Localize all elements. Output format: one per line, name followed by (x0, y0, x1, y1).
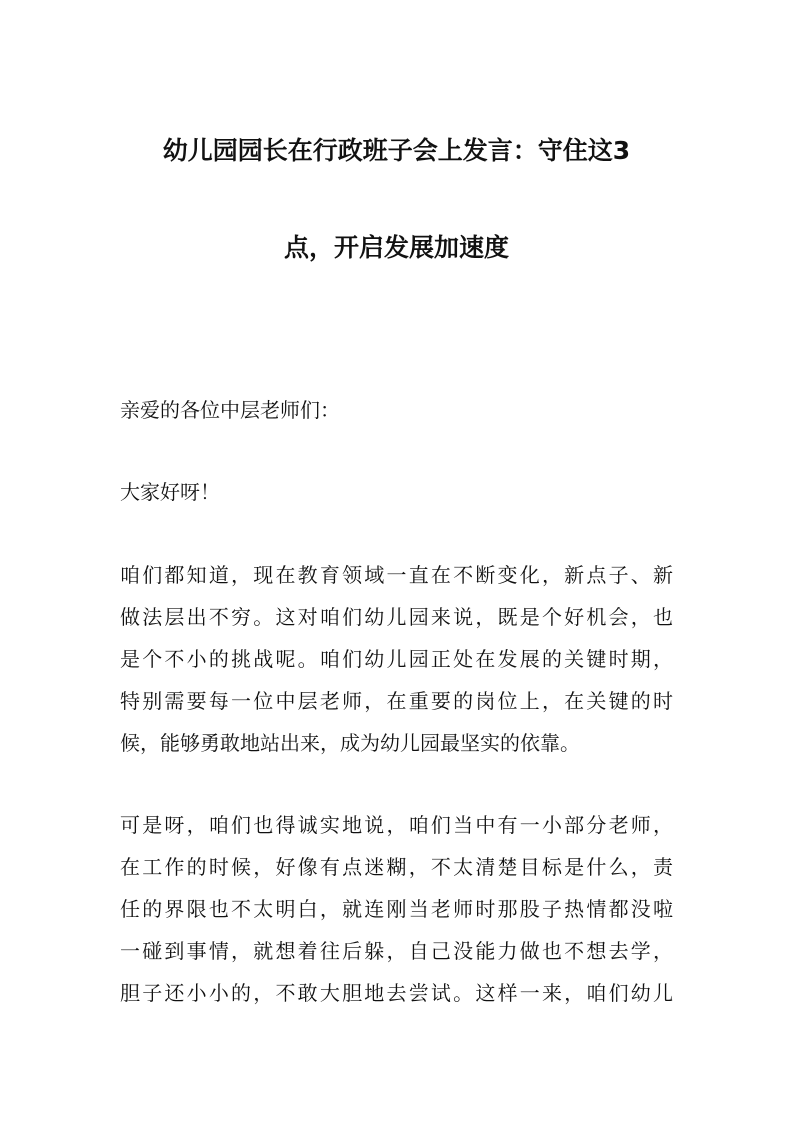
paragraph-line: 一碰到事情，就想着往后躲，自己没能力做也不想去学， (120, 939, 673, 963)
paragraph-line: 在工作的时候，好像有点迷糊，不太清楚目标是什么，责 (120, 855, 673, 879)
paragraph-line: 是个不小的挑战呢。咱们幼儿园正处在发展的关键时期， (120, 647, 673, 671)
paragraph-line: 任的界限也不太明白，就连刚当老师时那股子热情都没啦 (120, 897, 673, 921)
title-line-1: 幼儿园园长在行政班子会上发言：守住这3 (162, 136, 631, 165)
salutation: 亲爱的各位中层老师们： (120, 398, 340, 422)
title-line-2: 点，开启发展加速度 (283, 233, 509, 262)
paragraph-line: 做法层出不穷。这对咱们幼儿园来说，既是个好机会，也 (120, 605, 673, 629)
paragraph-line: 咱们都知道，现在教育领域一直在不断变化，新点子、新 (120, 563, 673, 587)
paragraph-line: 特别需要每一位中层老师，在重要的岗位上，在关键的时 (120, 689, 673, 713)
greeting: 大家好呀！ (120, 480, 220, 504)
paragraph-line: 胆子还小小的，不敢大胆地去尝试。这样一来，咱们幼儿 (120, 981, 673, 1005)
paragraph-line: 候，能够勇敢地站出来，成为幼儿园最坚实的依靠。 (120, 731, 580, 755)
paragraph-line: 可是呀，咱们也得诚实地说，咱们当中有一小部分老师， (120, 813, 673, 837)
